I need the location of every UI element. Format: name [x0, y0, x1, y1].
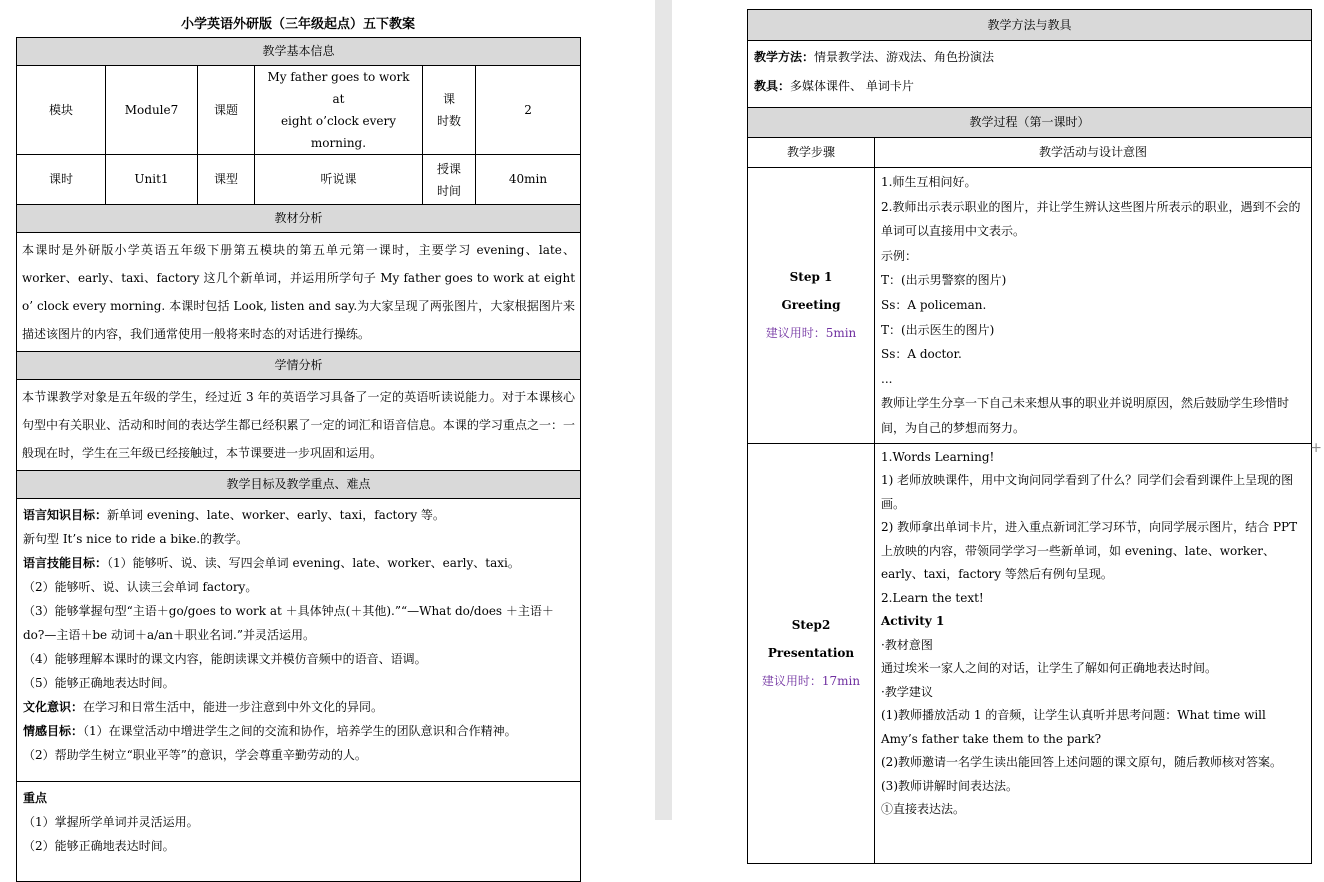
module-label: 模块 — [17, 66, 106, 155]
right-page — [672, 0, 1324, 820]
goal-line: （2）能够听、说、认读三会单词 factory。 — [23, 580, 258, 594]
process-table — [747, 9, 1312, 864]
lesson-value: Unit1 — [106, 155, 198, 205]
type-value: 听说课 — [255, 155, 423, 205]
step1-cell — [748, 168, 875, 444]
process-header: 教学过程（第一课时） — [748, 108, 1312, 138]
goal-line: 语言知识目标：新单词 evening、late、worker、early、taxi，factory 等。 — [23, 508, 445, 522]
step2-time: 建议用时：17min — [761, 674, 861, 689]
module-value: Module7 — [106, 66, 198, 155]
basic-info-header: 教学基本信息 — [17, 38, 581, 66]
lesson-label: 课时 — [17, 155, 106, 205]
step2-name: Step2 Presentation — [767, 618, 855, 661]
goal-line: 文化意识：在学习和日常生活中，能进一步注意到中外文化的异同。 — [23, 700, 384, 714]
topic-value: My father goes to work at eight o’clock every morning. — [255, 66, 423, 155]
document-title: 小学英语外研版（三年级起点）五下教案 — [180, 17, 415, 32]
step2-activities: 1.Words Learning! 1) 老师放映课件，用中文询问同学看到了什么？同学们会看到课件上呈现的图画。 2) 教师拿出单词卡片，进入重点新词汇学习环节，向同学展示图片，结合 PPT 上放映的内容，带领同学学习一些新单词，如 evening、late、worker、early、taxi，factory 等然后有例句呈现。 2.Learn the text! Activity 1 ·教材意图 通过埃米一家人之间的对话，让学生了解如何正确地表达时间。 ·教学建议 (1)教师播放活动 1 的音频，让学生认真听并思考问题：What time will Amy’s father take them to the park? (2)教师邀请一名学生读出能回答上述问题的课文原句，随后教师核对答案。 (3)教师讲解时间表达法。 ①直接表达法。 — [875, 443, 1312, 863]
goal-line: 情感目标：（1）在课堂活动中增进学生之间的交流和协作，培养学生的团队意识和合作精神。 — [23, 724, 517, 738]
step1-sub: Greeting — [781, 298, 841, 313]
goal-line: （5）能够正确地表达时间。 — [23, 676, 175, 690]
method-body — [748, 41, 1312, 108]
step1-time: 建议用时：5min — [765, 326, 857, 341]
student-analysis-text: 本节课教学对象是五年级的学生，经过近 3 年的英语学习具备了一定的英语听读说能力。对于本课核心句型中有关职业、活动和时间的表达学生都已经积累了一定的词汇和语音信息。本课的学习重点之一：一般现在时，学生在三年级已经接触过，本节课要进一步巩固和运用。 — [17, 380, 581, 471]
goal-line: （2）帮助学生树立“职业平等”的意识，学会尊重辛勤劳动的人。 — [23, 748, 367, 762]
material-analysis-text: 本课时是外研版小学英语五年级下册第五模块的第五单元第一课时，主要学习 evening、late、worker、early、taxi、factory 这几个新单词，并运用所学句子 My father goes to work at eight o’ clock every morning. 本课时包括 Look, listen and say.为大家呈现了两张图片，大家根据图片来描述该图片的内容，我们通常使用一般将来时态的对话进行操练。 — [17, 233, 581, 352]
lesson-plan-table — [16, 37, 581, 882]
goal-line: （3）能够掌握句型“主语＋go/goes to work at ＋具体钟点(＋其他).”“—What do/does ＋主语＋ do?—主语＋be 动词＋a/an＋职业名词.”并灵活运用。 — [23, 604, 554, 642]
type-label: 课型 — [198, 155, 255, 205]
add-row-icon[interactable]: + — [1310, 440, 1322, 456]
goals-body — [17, 499, 581, 782]
method-line: 教学方法：情景教学法、游戏法、角色扮演法 — [754, 50, 995, 64]
step1-activities: 1.师生互相问好。 2.教师出示表示职业的图片，并让学生辨认这些图片所表示的职业，遇到不会的单词可以直接用中文表示。 示例： T：(出示男警察的图片) Ss：A policeman. T：(出示医生的图片) Ss：A doctor. ... 教师让学生分享一下自己未来想从事的职业并说明原因，然后鼓励学生珍惜时间，为自己的梦想而努力。 — [875, 168, 1312, 444]
goal-line: （4）能够理解本课时的课文内容，能朗读课文并模仿音频中的语音、语调。 — [23, 652, 427, 666]
material-analysis-header: 教材分析 — [17, 205, 581, 233]
topic-label: 课题 — [198, 66, 255, 155]
step1-name: Step 1 — [789, 270, 833, 285]
teach-time-value: 40min — [476, 155, 581, 205]
col-activity-header: 教学活动与设计意图 — [875, 138, 1312, 168]
col-step-header: 教学步骤 — [748, 138, 875, 168]
key-point-line: （1）掌握所学单词并灵活运用。 — [23, 815, 199, 829]
step2-cell — [748, 443, 875, 863]
goal-line: 新句型 It’s nice to ride a bike.的教学。 — [23, 532, 249, 546]
page-gap — [655, 0, 672, 820]
hours-value: 2 — [476, 66, 581, 155]
left-page — [0, 0, 655, 853]
hours-label: 课 时数 — [423, 66, 476, 155]
goal-line: 语言技能目标：（1）能够听、说、读、写四会单词 evening、late、worker、early、taxi。 — [23, 556, 520, 570]
method-header: 教学方法与教具 — [748, 10, 1312, 41]
goals-header: 教学目标及教学重点、难点 — [17, 471, 581, 499]
student-analysis-header: 学情分析 — [17, 352, 581, 380]
teach-time-label: 授课 时间 — [423, 155, 476, 205]
key-points — [17, 782, 581, 882]
key-point-line: （2）能够正确地表达时间。 — [23, 839, 175, 853]
tools-line: 教具：多媒体课件、 单词卡片 — [754, 79, 914, 93]
key-points-label: 重点 — [23, 791, 48, 805]
